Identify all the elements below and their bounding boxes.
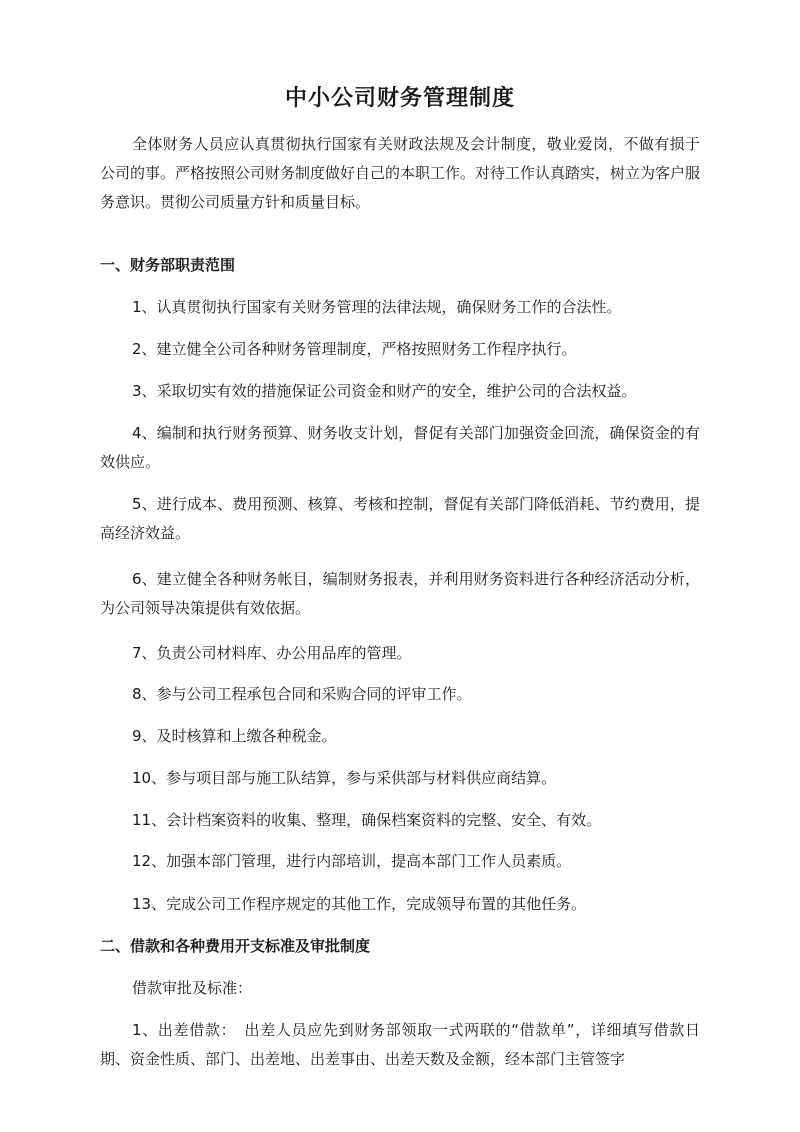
document-title: 中小公司财务管理制度 [284, 86, 515, 111]
list-item: 8、参与公司工程承包合同和采购合同的评审工作。 [132, 685, 472, 703]
list-item: 5、进行成本、费用预测、核算、考核和控制，督促有关部门降低消耗、节约费用，提高经济效益。 [100, 495, 700, 542]
list-item: 9、及时核算和上缴各种税金。 [132, 727, 337, 745]
section-heading-2: 二、借款和各种费用开支标准及审批制度 [100, 937, 371, 955]
subheading: 借款审批及标准： [132, 979, 253, 997]
list-item: 12、加强本部门管理，进行内部培训，提高本部门工作人员素质。 [132, 852, 572, 870]
intro-paragraph: 全体财务人员应认真贯彻执行国家有关财政法规及会计制度，敬业爱岗，不做有损于公司的事。严格按照公司财务制度做好自己的本职工作。对待工作认真踏实，树立为客户服务意识。贯彻公司质量方针和质量目标。 [100, 135, 701, 211]
list-item: 4、编制和执行财务预算、财务收支计划，督促有关部门加强资金回流，确保资金的有效供应。 [100, 424, 700, 471]
list-item: 2、建立健全公司各种财务管理制度，严格按照财务工作程序执行。 [132, 340, 577, 358]
list-item: 13、完成公司工作程序规定的其他工作，完成领导布置的其他任务。 [132, 895, 587, 913]
section-heading-1: 一、财务部职责范围 [100, 256, 236, 274]
list-item: 3、采取切实有效的措施保证公司资金和财产的安全，维护公司的合法权益。 [132, 382, 637, 400]
list-item: 6、建立健全各种财务帐目，编制财务报表，并利用财务资料进行各种经济活动分析，为公司领导决策提供有效依据。 [100, 570, 700, 617]
list-item: 11、会计档案资料的收集、整理，确保档案资料的完整、安全、有效。 [132, 811, 602, 829]
list-item: 10、参与项目部与施工队结算，参与采供部与材料供应商结算。 [132, 769, 557, 787]
list-item: 1、认真贯彻执行国家有关财务管理的法律法规，确保财务工作的合法性。 [132, 298, 622, 316]
list-item: 1、出差借款： 出差人员应先到财务部领取一式两联的“借款单”，详细填写借款日期、资金性质、部门、出差地、出差事由、出差天数及金额，经本部门主管签字 [100, 1021, 700, 1068]
list-item: 7、负责公司材料库、办公用品库的管理。 [132, 644, 412, 662]
